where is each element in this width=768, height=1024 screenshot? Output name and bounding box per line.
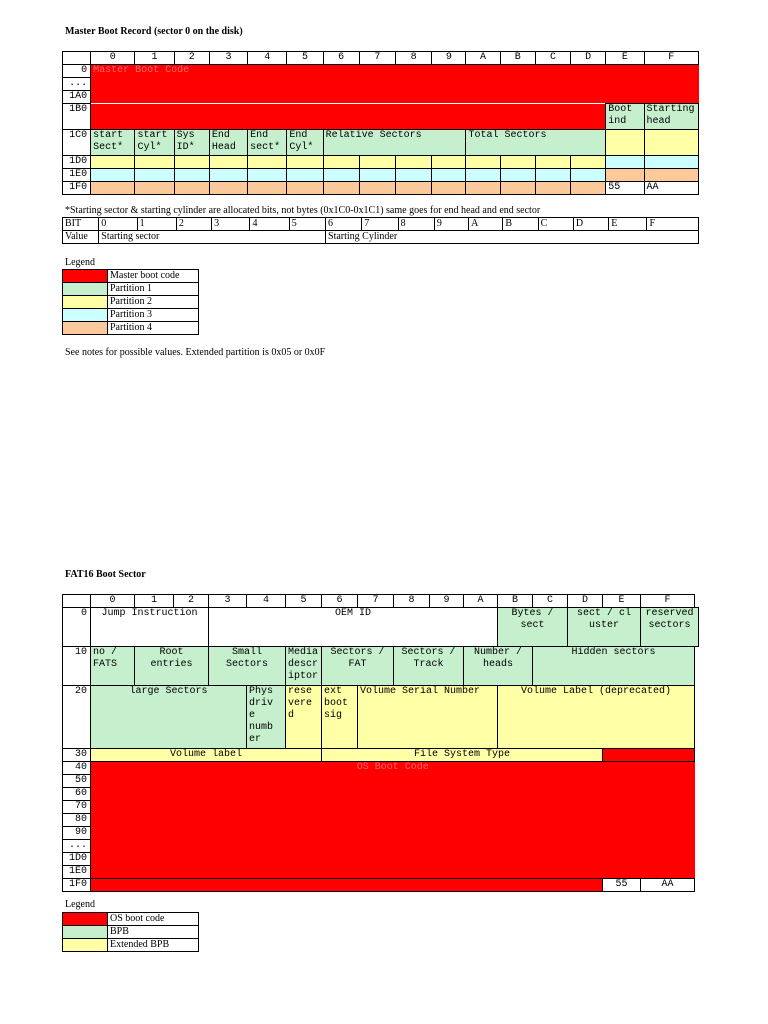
row-header: 20 xyxy=(63,686,91,749)
os-boot-code-block xyxy=(603,749,695,762)
row-header: 1F0 xyxy=(63,182,91,195)
signature-byte: AA xyxy=(641,879,695,892)
partition-cell xyxy=(359,156,395,169)
bit-cell: 5 xyxy=(289,218,325,231)
legend-swatch xyxy=(63,283,108,296)
partition-cell xyxy=(91,182,135,195)
partition-cell xyxy=(500,156,535,169)
end-head-cell: End Head xyxy=(209,130,247,156)
volume-serial-number-cell: Volume Serial Number xyxy=(358,686,498,749)
partition-cell xyxy=(466,156,500,169)
bit-cell: 2 xyxy=(176,218,211,231)
partition-cell xyxy=(571,169,606,182)
legend-swatch xyxy=(63,322,108,335)
col-header: 0 xyxy=(91,595,135,608)
os-boot-code-block: OS Boot Code xyxy=(91,762,695,879)
partition-cell xyxy=(209,169,247,182)
col-header: 4 xyxy=(248,52,287,65)
oem-id-cell: OEM ID xyxy=(209,608,498,647)
start-sect-cell: start Sect* xyxy=(91,130,135,156)
total-sectors-cell: Total Sectors xyxy=(466,130,606,156)
row-header: ... xyxy=(63,78,91,91)
media-descriptor-cell: Media descr iptor xyxy=(286,647,322,686)
col-header: C xyxy=(535,52,570,65)
partition-cell xyxy=(571,156,606,169)
legend-row xyxy=(63,309,199,322)
fat-legend xyxy=(62,912,199,952)
bit-cell: 1 xyxy=(137,218,176,231)
legend-label: Extended BPB xyxy=(108,939,199,952)
partition-cell xyxy=(323,156,359,169)
col-header: 6 xyxy=(322,595,358,608)
col-header: F xyxy=(641,595,695,608)
signature-byte: 55 xyxy=(606,182,644,195)
starting-head-cell: Starting head xyxy=(644,104,698,130)
partition-cell xyxy=(396,169,432,182)
row-header: 1E0 xyxy=(63,169,91,182)
col-header: 5 xyxy=(286,595,322,608)
volume-label-cell: Volume label xyxy=(91,749,322,762)
partition-cell xyxy=(644,156,698,169)
partition-cell xyxy=(535,182,570,195)
value-label: Value xyxy=(63,231,99,244)
file-system-type-cell: File System Type xyxy=(322,749,603,762)
bit-cell: E xyxy=(609,218,647,231)
bit-cell: A xyxy=(469,218,503,231)
row-header: ... xyxy=(63,840,91,853)
legend-swatch xyxy=(63,926,108,939)
row-header: 1D0 xyxy=(63,853,91,866)
end-cyl-cell: End Cyl* xyxy=(287,130,323,156)
col-header: 5 xyxy=(287,52,323,65)
row-header: 0 xyxy=(63,608,91,647)
value-row xyxy=(63,231,699,244)
extended-boot-signature-cell: ext boot sig xyxy=(322,686,358,749)
row-header: 1C0 xyxy=(63,130,91,156)
legend-label: BPB xyxy=(108,926,199,939)
relative-sectors-cell: Relative Sectors xyxy=(323,130,466,156)
partition-cell xyxy=(248,169,287,182)
col-header: D xyxy=(568,595,603,608)
small-sectors-cell: Small Sectors xyxy=(209,647,286,686)
fat-table xyxy=(62,594,699,892)
partition-cell xyxy=(535,156,570,169)
partition-cell xyxy=(500,182,535,195)
col-header: 4 xyxy=(247,595,286,608)
col-header: 6 xyxy=(323,52,359,65)
partition-cell xyxy=(323,182,359,195)
mbr-title: Master Boot Record (sector 0 on the disk) xyxy=(65,26,243,37)
legend-label: Partition 4 xyxy=(108,322,199,335)
partition-cell xyxy=(248,156,287,169)
partition-cell xyxy=(500,169,535,182)
partition-cell xyxy=(432,169,466,182)
legend-row xyxy=(63,926,199,939)
col-header: D xyxy=(571,52,606,65)
partition-cell xyxy=(606,130,644,156)
partition-cell xyxy=(135,182,174,195)
legend-label: Master boot code xyxy=(108,270,199,283)
bit-cell: 7 xyxy=(362,218,398,231)
partition-cell xyxy=(209,182,247,195)
partition-cell xyxy=(287,182,323,195)
row-header: 1A0 xyxy=(63,91,91,104)
corner-cell xyxy=(63,595,91,608)
sectors-per-fat-cell: Sectors / FAT xyxy=(322,647,394,686)
root-entries-cell: Root entries xyxy=(135,647,209,686)
col-header: B xyxy=(500,52,535,65)
partition-cell xyxy=(174,169,209,182)
partition-cell xyxy=(287,169,323,182)
partition-cell xyxy=(606,169,644,182)
row-header: 50 xyxy=(63,775,91,788)
legend-label: Partition 1 xyxy=(108,283,199,296)
legend-swatch xyxy=(63,270,108,283)
row-header: 60 xyxy=(63,788,91,801)
end-sect-cell: End sect* xyxy=(248,130,287,156)
legend-row xyxy=(63,296,199,309)
row-header: 70 xyxy=(63,801,91,814)
fat-header-row xyxy=(63,595,699,608)
bit-cell: 6 xyxy=(326,218,362,231)
os-boot-code-block xyxy=(91,879,603,892)
mbr-legend-title: Legend xyxy=(65,257,95,268)
row-header: 80 xyxy=(63,814,91,827)
partition-cell xyxy=(432,182,466,195)
partition-cell xyxy=(535,169,570,182)
col-header: E xyxy=(603,595,641,608)
col-header: 2 xyxy=(174,595,209,608)
col-header: E xyxy=(606,52,644,65)
col-header: 7 xyxy=(359,52,395,65)
row-header: 30 xyxy=(63,749,91,762)
starting-cylinder-cell: Starting Cylinder xyxy=(326,231,699,244)
bit-cell: 0 xyxy=(99,218,137,231)
reserved-sectors-cell: reserved sectors xyxy=(641,608,699,647)
row-header: 1E0 xyxy=(63,866,91,879)
sys-id-cell: Sys ID* xyxy=(174,130,209,156)
mbr-header-row xyxy=(63,52,699,65)
sectors-per-track-cell: Sectors / Track xyxy=(394,647,464,686)
legend-row xyxy=(63,913,199,926)
master-boot-code-block xyxy=(91,104,606,130)
legend-swatch xyxy=(63,939,108,952)
starting-sector-cell: Starting sector xyxy=(99,231,326,244)
bit-cell: BIT xyxy=(63,218,99,231)
col-header: 7 xyxy=(358,595,394,608)
partition-cell xyxy=(209,156,247,169)
col-header: B xyxy=(498,595,533,608)
jump-instruction-cell: Jump Instruction xyxy=(91,608,209,647)
col-header: 2 xyxy=(174,52,209,65)
sectors-per-cluster-cell: sect / cl uster xyxy=(568,608,641,647)
legend-row xyxy=(63,283,199,296)
bit-table xyxy=(62,217,699,244)
partition-cell xyxy=(248,182,287,195)
bit-cell: 3 xyxy=(212,218,250,231)
partition-cell xyxy=(644,169,698,182)
legend-swatch xyxy=(63,913,108,926)
bytes-per-sector-cell: Bytes / sect xyxy=(498,608,568,647)
partition-cell xyxy=(287,156,323,169)
row-header: 1B0 xyxy=(63,104,91,130)
col-header: 8 xyxy=(396,52,432,65)
bit-cell: 9 xyxy=(434,218,468,231)
partition-cell xyxy=(571,182,606,195)
number-of-fats-cell: no / FATS xyxy=(91,647,135,686)
see-notes-text: See notes for possible values. Extended partition is 0x05 or 0x0F xyxy=(65,347,326,358)
mbr-legend xyxy=(62,269,199,335)
physical-drive-number-cell: Phys driv e numb er xyxy=(247,686,286,749)
partition-cell xyxy=(466,182,500,195)
legend-label: Partition 2 xyxy=(108,296,199,309)
bit-cell: 8 xyxy=(398,218,434,231)
legend-label: OS boot code xyxy=(108,913,199,926)
col-header: 0 xyxy=(91,52,135,65)
legend-row xyxy=(63,270,199,283)
partition-cell xyxy=(359,169,395,182)
bit-cell: F xyxy=(647,218,699,231)
boot-indicator-cell: Boot ind xyxy=(606,104,644,130)
partition-cell xyxy=(396,182,432,195)
bit-cell: D xyxy=(573,218,608,231)
partition-cell xyxy=(91,156,135,169)
signature-byte: AA xyxy=(644,182,698,195)
partition-cell xyxy=(606,156,644,169)
col-header: 3 xyxy=(209,52,247,65)
master-boot-code-block: Master Boot Code xyxy=(91,65,699,104)
fat-legend-title: Legend xyxy=(65,899,95,910)
row-header: 90 xyxy=(63,827,91,840)
start-cyl-cell: start Cyl* xyxy=(135,130,174,156)
row-header: 0 xyxy=(63,65,91,78)
row-header: 1F0 xyxy=(63,879,91,892)
col-header: F xyxy=(644,52,698,65)
row-header: 1D0 xyxy=(63,156,91,169)
legend-row xyxy=(63,322,199,335)
row-header: 40 xyxy=(63,762,91,775)
bit-cell: 4 xyxy=(250,218,289,231)
partition-cell xyxy=(396,156,432,169)
corner-cell xyxy=(63,52,91,65)
col-header: C xyxy=(533,595,568,608)
partition-cell xyxy=(135,156,174,169)
bits-note: *Starting sector & starting cylinder are allocated bits, not bytes (0x1C0-0x1C1) same goes for end head and end sector xyxy=(65,205,541,216)
col-header: A xyxy=(466,52,500,65)
mbr-table xyxy=(62,51,699,195)
col-header: A xyxy=(464,595,498,608)
partition-cell xyxy=(91,169,135,182)
bit-cell: C xyxy=(538,218,573,231)
fat-title: FAT16 Boot Sector xyxy=(65,569,146,580)
hidden-sectors-cell: Hidden sectors xyxy=(533,647,695,686)
partition-cell xyxy=(359,182,395,195)
partition-cell xyxy=(466,169,500,182)
legend-swatch xyxy=(63,296,108,309)
partition-cell xyxy=(174,182,209,195)
col-header: 1 xyxy=(135,595,174,608)
bit-cell: B xyxy=(503,218,538,231)
bit-row xyxy=(63,218,699,231)
large-sectors-cell: large Sectors xyxy=(91,686,247,749)
col-header: 8 xyxy=(394,595,430,608)
legend-swatch xyxy=(63,309,108,322)
partition-cell xyxy=(323,169,359,182)
row-header: 10 xyxy=(63,647,91,686)
legend-row xyxy=(63,939,199,952)
partition-cell xyxy=(174,156,209,169)
col-header: 1 xyxy=(135,52,174,65)
col-header: 3 xyxy=(209,595,247,608)
number-of-heads-cell: Number / heads xyxy=(464,647,533,686)
volume-label-deprecated-cell: Volume Label (deprecated) xyxy=(498,686,695,749)
legend-label: Partition 3 xyxy=(108,309,199,322)
reserved-byte-cell: rese vere d xyxy=(286,686,322,749)
partition-cell xyxy=(644,130,698,156)
col-header: 9 xyxy=(432,52,466,65)
partition-cell xyxy=(135,169,174,182)
partition-cell xyxy=(432,156,466,169)
signature-byte: 55 xyxy=(603,879,641,892)
col-header: 9 xyxy=(430,595,464,608)
